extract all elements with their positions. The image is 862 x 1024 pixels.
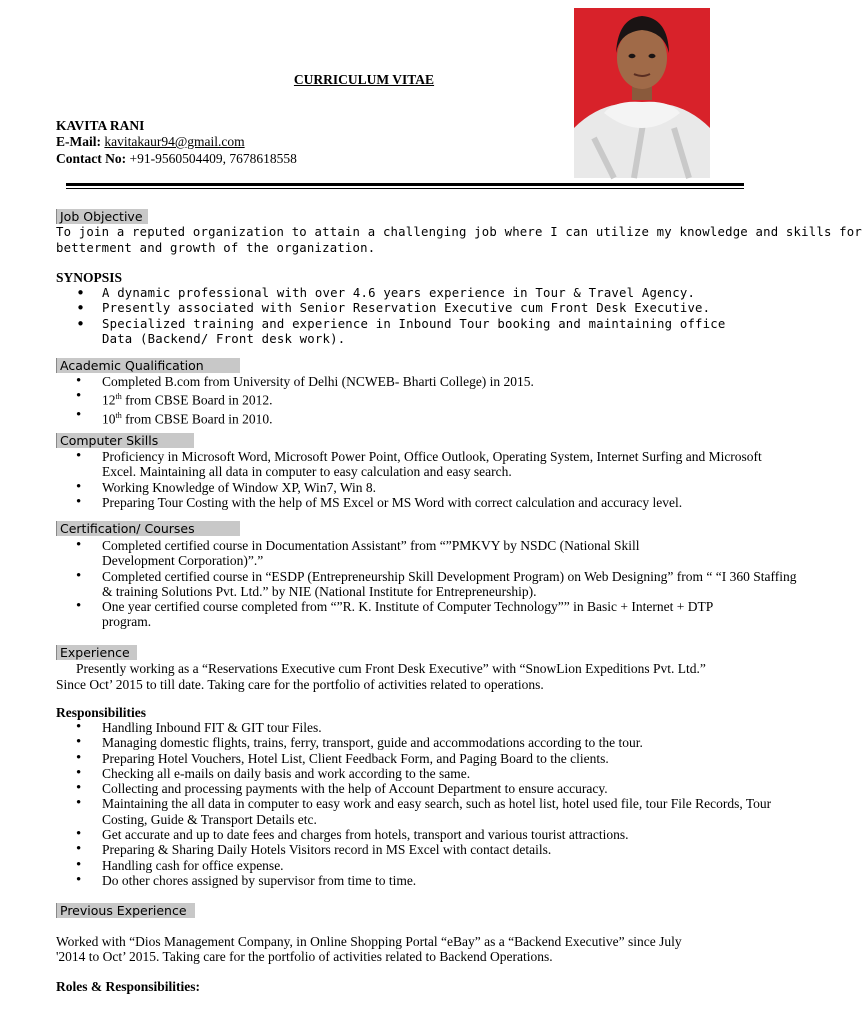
- list-item: • One year certified course completed from “”R. K. Institute of Computer Technology”” in Basic + Internet + DTP program.: [56, 599, 742, 630]
- list-item: • Completed B.com from University of Delhi (NCWEB- Bharti College) in 2015.: [56, 374, 792, 389]
- email-line: [56, 134, 245, 150]
- list-item: • Managing domestic flights, trains, ferry, transport, guide and accommodations according to the tour.: [56, 735, 792, 750]
- list-item: • Preparing Hotel Vouchers, Hotel List, Client Feedback Form, and Paging Board to the clients.: [56, 751, 792, 766]
- list-item: • Handling cash for office expense.: [56, 858, 792, 873]
- list-item: • 12th from CBSE Board in 2012.: [56, 389, 792, 408]
- experience-line: Since Oct’ 2015 to till date. Taking care for the portfolio of activities related to operations.: [56, 677, 544, 692]
- list-item: • Preparing Tour Costing with the help of MS Excel or MS Word with correct calculation and accuracy level.: [56, 495, 792, 510]
- section-heading-experience: Experience: [56, 645, 137, 660]
- section-heading-computer-skills: Computer Skills: [56, 433, 194, 448]
- list-item: • Collecting and processing payments with the help of Account Department to ensure accuracy.: [56, 781, 792, 796]
- section-heading-certification: Certification/ Courses: [56, 521, 240, 536]
- academic-list: [56, 374, 792, 427]
- list-item: • Presently associated with Senior Reservation Executive cum Front Desk Executive.: [56, 301, 792, 316]
- email-label: E-Mail:: [56, 134, 101, 149]
- list-item: • A dynamic professional with over 4.6 years experience in Tour & Travel Agency.: [56, 286, 792, 301]
- contact-label: Contact No:: [56, 151, 127, 166]
- list-item: • Preparing & Sharing Daily Hotels Visitors record in MS Excel with contact details.: [56, 842, 792, 857]
- section-heading-job-objective: Job Objective: [56, 209, 148, 224]
- candidate-name: KAVITA RANI: [56, 118, 145, 133]
- certification-list: [56, 538, 802, 630]
- job-objective-line: betterment and growth of the organization.: [56, 241, 376, 255]
- job-objective-line: To join a reputed organization to attain a challenging job where I can utilize my knowledge and skills for: [56, 225, 862, 239]
- person-photo-icon: [574, 8, 710, 178]
- list-item: • Get accurate and up to date fees and charges from hotels, transport and various tourist attractions.: [56, 827, 792, 842]
- list-item: • Do other chores assigned by supervisor from time to time.: [56, 873, 792, 888]
- section-heading-roles: Roles & Responsibilities:: [56, 979, 201, 994]
- list-item: • Proficiency in Microsoft Word, Microsoft Power Point, Office Outlook, Operating System, Internet Surfing and Microsoft Excel. Maintaining all data in computer to easy calculation and easy search.: [56, 449, 792, 480]
- list-item: • Handling Inbound FIT & GIT tour Files.: [56, 720, 792, 735]
- list-item: • Specialized training and experience in Inbound Tour booking and maintaining office Data (Backend/ Front desk work).: [56, 317, 742, 348]
- email-link[interactable]: kavitakaur94@gmail.com: [104, 134, 245, 149]
- section-heading-academic: Academic Qualification: [56, 358, 240, 373]
- header-rule-thin: [66, 188, 744, 189]
- experience-line: Presently working as a “Reservations Executive cum Front Desk Executive” with “SnowLion Expeditions Pvt. Ltd.”: [76, 661, 706, 676]
- list-item: • Checking all e-mails on daily basis and work according to the same.: [56, 766, 792, 781]
- synopsis-list: [56, 286, 792, 347]
- computer-skills-list: [56, 449, 792, 510]
- contact-value: +91-9560504409, 7678618558: [129, 151, 297, 166]
- list-item: • 10th from CBSE Board in 2010.: [56, 408, 792, 427]
- list-item: • Completed certified course in “ESDP (Entrepreneurship Skill Development Program) on Web Designing” from “ “I 360 Staffing & training Solutions Pvt. Ltd.” by NIE (National Institute for Entrepreneurship).: [56, 569, 802, 600]
- contact-line: [56, 151, 297, 167]
- section-heading-previous-experience: Previous Experience: [56, 903, 195, 918]
- list-item: • Working Knowledge of Window XP, Win7, Win 8.: [56, 480, 792, 495]
- list-item: • Completed certified course in Documentation Assistant” from “”PMKVY by NSDC (National Skill Development Corporation)”.”: [56, 538, 702, 569]
- header-rule-thick: [66, 183, 744, 186]
- profile-photo: [574, 8, 710, 178]
- previous-experience-line: '2014 to Oct’ 2015. Taking care for the portfolio of activities related to Backend Operations.: [56, 949, 553, 964]
- section-heading-synopsis: SYNOPSIS: [56, 270, 123, 285]
- responsibilities-list: [56, 720, 792, 888]
- section-heading-responsibilities: Responsibilities: [56, 705, 147, 720]
- list-item: • Maintaining the all data in computer to easy work and easy search, such as hotel list, hotel used file, tour File Records, Tour Costing, Guide & Transport Details etc.: [56, 796, 792, 827]
- previous-experience-line: Worked with “Dios Management Company, in Online Shopping Portal “eBay” as a “Backend Executive” since July: [56, 934, 682, 949]
- page-title: CURRICULUM VITAE: [293, 72, 435, 87]
